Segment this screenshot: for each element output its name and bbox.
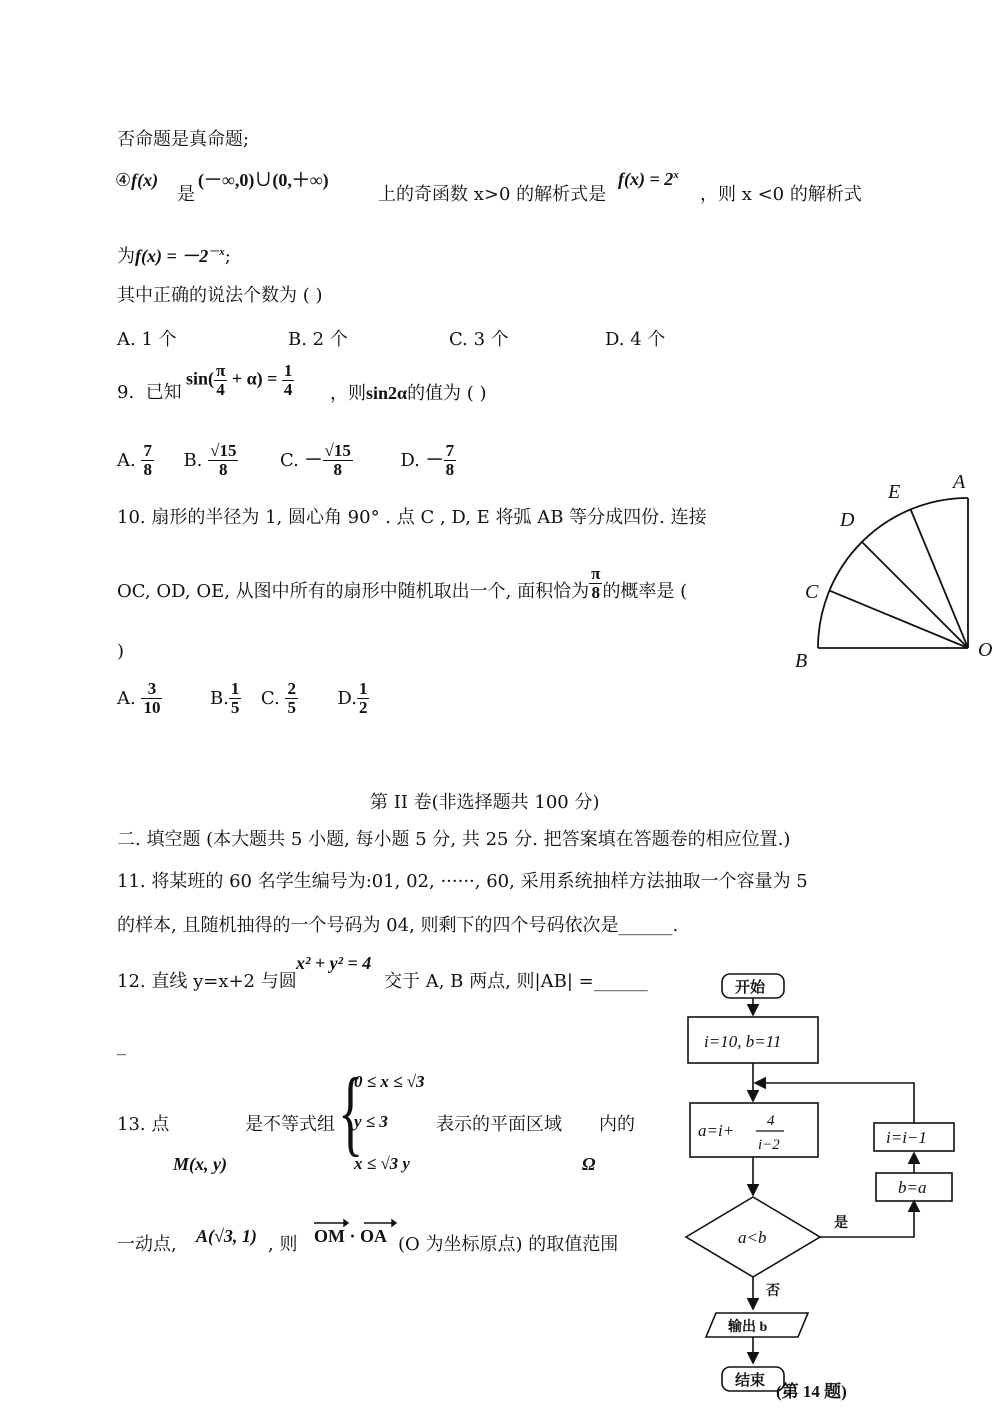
q13-num: 13. 点 (117, 1114, 170, 1135)
flowchart (680, 965, 980, 1411)
fc-end-label: 结束 (735, 1373, 766, 1389)
q11-line2: 的样本, 且随机抽得的一个号码为 04, 则剩下的四个号码依次是______. (117, 915, 679, 936)
q10-option-c: C. $\frac{2}{5}$ (260, 679, 296, 717)
text-line-negation: 否命题是真命题; (117, 129, 250, 150)
q13-M: M(x, y) (173, 1154, 227, 1174)
q10-options (117, 680, 369, 717)
fc-b-eq-a-label: b=a (898, 1178, 927, 1197)
q13-vec: OM · OA (314, 1226, 387, 1246)
item4-domain: (－∞,0)∪(0,＋∞) (198, 170, 329, 190)
vector-arrows (312, 1218, 402, 1228)
fc-frac-num: 4 (767, 1113, 775, 1129)
fc-output-label: 输出 b (728, 1320, 768, 1335)
q8-option-d: D. 4 个 (605, 329, 666, 350)
exponent: －x (208, 246, 225, 258)
q10-line2: OC, OD, OE, 从图中所有的扇形中随机取出一个, 面积恰为 $\frac{\pi}{8}$ 的概率是 ( (117, 563, 688, 602)
q10-option-b: B. $\frac{1}{5}$ (209, 679, 240, 717)
fc-init-label: i=10, b=11 (704, 1032, 782, 1051)
fc-caption: (第 14 题) (776, 1382, 847, 1401)
q12-text2: 交于 A, B 两点, 则|AB| =______ (384, 971, 648, 992)
q9-sin-expr: sin( $\frac{\pi}{4}$ + α) = $\frac{1}{4}$ (186, 361, 293, 399)
q13-sys-0: 0 ≤ x ≤ √3 (354, 1072, 425, 1091)
label-b: B (795, 650, 808, 672)
fc-assign-label: a=i+ (698, 1121, 735, 1140)
section-title: 第 II 卷(非选择题共 100 分) (370, 792, 600, 813)
q13-text1: 是不等式组 (245, 1114, 335, 1135)
q12-text1: 12. 直线 y=x+2 与圆 (117, 971, 297, 992)
section2-header: 二. 填空题 (本大题共 5 小题, 每小题 5 分, 共 25 分. 把答案填在答题卷的相应位置.) (117, 829, 791, 850)
label-a: A (953, 471, 966, 493)
fc-start-label: 开始 (735, 980, 766, 996)
q13-brace: { (338, 1058, 364, 1165)
fx-neg: f(x) = －2 (135, 246, 209, 266)
q9-option-b: B. $\frac{√15}{8}$ (183, 441, 237, 479)
item4-is: 是 (177, 184, 195, 205)
label-e: E (888, 481, 901, 503)
q13-line2a: 一动点, (117, 1234, 177, 1255)
item4-fx-pos: $f(x) = 2^x$ (618, 169, 679, 189)
q9-option-d: D. － $\frac{7}{8}$ (400, 441, 455, 479)
q12-underscore: _ (117, 1035, 126, 1056)
q13-sys-2: x ≤ √3 y (354, 1154, 410, 1173)
item4-text2: ，则 x <0 的解析式 (700, 184, 862, 205)
q8-option-c: C. 3 个 (449, 329, 509, 350)
q11-line1: 11. 将某班的 60 名学生编号为:01, 02, ······, 60, 采用系统抽样方法抽取一个容量为 5 (117, 871, 808, 892)
q13-text3: 内的 (599, 1114, 635, 1135)
q9-tail: ，则sin2α的值为 ( ) (330, 383, 487, 404)
q13-line2c: (O 为坐标原点) 的取值范围 (398, 1234, 619, 1255)
q9-options (117, 442, 456, 479)
q12-circle: x² + y² = 4 (296, 953, 372, 973)
fc-yes-label: 是 (834, 1216, 848, 1231)
label-o: O (978, 639, 993, 661)
fc-no-label: 否 (766, 1284, 780, 1299)
q10-option-d: D. $\frac{1}{2}$ (337, 679, 368, 717)
item4-prefix (115, 168, 158, 193)
q10-line3: ) (117, 641, 125, 662)
q9-option-c: C. － $\frac{√15}{8}$ (279, 441, 351, 479)
fx-label: f(x) (131, 170, 159, 190)
q13-omega: Ω (582, 1154, 596, 1174)
q8-option-b: B. 2 个 (288, 329, 348, 350)
fc-i-dec-label: i=i−1 (886, 1128, 927, 1147)
q10-line1: 10. 扇形的半径为 1, 圆心角 90° . 点 C , D, E 将弧 AB 等分成四份. 连接 (117, 507, 707, 528)
q13-text2: 表示的平面区域 (436, 1114, 562, 1135)
q10-option-a: A. $\frac{3}{10}$ (117, 679, 161, 717)
item4-text1: 上的奇函数 x>0 的解析式是 (378, 184, 607, 205)
sin2a: sin2α (366, 383, 408, 403)
q9-stem: 9. 已知 (117, 382, 182, 403)
item4-text3: 为$f(x) = -2^{-x}$; (117, 246, 231, 267)
exponent: x (673, 169, 679, 181)
q9-option-a: A. $\frac{7}{8}$ (117, 441, 152, 479)
q8-stem: 其中正确的说法个数为 ( ) (117, 285, 323, 306)
fc-decision-label: a<b (738, 1228, 767, 1247)
q13-point-a: A(√3, 1) (196, 1226, 257, 1246)
q13-line2b: , 则 (268, 1234, 298, 1255)
q8-option-a: A. 1 个 (117, 329, 177, 350)
label-d: D (840, 509, 855, 531)
sector-figure (770, 460, 1000, 680)
fc-frac-den: i−2 (758, 1137, 780, 1153)
radius-od (862, 542, 968, 648)
label-c: C (805, 581, 819, 603)
q13-sys-1: y ≤ 3 (354, 1112, 388, 1131)
circled-four: ④ (115, 170, 132, 191)
